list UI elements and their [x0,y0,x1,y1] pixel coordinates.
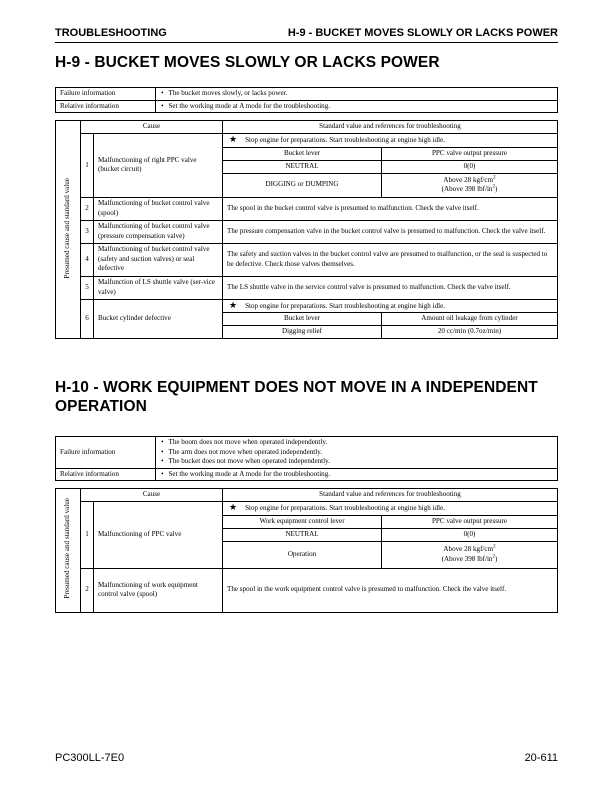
standard-text: The spool in the work equipment control valve is presumed to malfunction. Check the valve itself. [223,568,558,612]
sub-header: PPC valve output pressure [382,147,558,160]
footer-model: PC300LL-7E0 [55,752,125,764]
cause-text: Malfunctioning of bucket control valve (pressure compensation valve) [94,220,223,243]
col-header-standard: Standard value and references for troubleshooting [223,489,558,502]
table-row [56,502,558,516]
star-note: ★ Stop engine for preparations. Start troubleshooting at engine high idle. [223,134,558,148]
value: 0(0) [382,528,558,541]
condition: Digging relief [223,326,382,339]
value: Above 28 kgf/$cm^2$ (Above 398 lbf/$in^2$) [382,541,558,568]
table-row [56,100,558,113]
failure-label: Failure information [56,88,156,101]
cause-text: Malfunctioning of bucket control valve (safety and suction valves) or seal defective [94,243,223,276]
cause-text: Malfunctioning of bucket control valve (spool) [94,197,223,220]
row-number: 4 [81,243,94,276]
star-icon: ★ [229,299,238,310]
value: Above 28 kgf/$cm^2$ (Above 398 lbf/$in^2$) [382,173,558,197]
condition: NEUTRAL [223,160,382,173]
h10-info-table [55,436,558,481]
table-row [56,276,558,299]
table-row [56,220,558,243]
standard-text: The spool in the bucket control valve is presumed to malfunction. Check the valve itself. [223,197,558,220]
failure-value: • The boom does not move when operated independently. • The arm does not move when operated independently. • The bucket does not move when operated independently. [156,437,558,469]
col-header-cause: Cause [81,121,223,134]
relative-value: • Set the working mode at A mode for the troubleshooting. [156,100,558,113]
table-row [56,468,558,481]
page-header [55,26,558,43]
row-number: 5 [81,276,94,299]
table-row [56,299,558,313]
h9-cause-table [55,120,558,339]
value: 20 cc/min (0.7oz/min) [382,326,558,339]
sub-header: PPC valve output pressure [382,515,558,528]
relative-value: • Set the working mode at A mode for the troubleshooting. [156,468,558,481]
table-row [56,489,558,502]
col-header-standard: Standard value and references for troubleshooting [223,121,558,134]
row-number: 6 [81,299,94,339]
failure-value: • The bucket moves slowly, or lacks power. [156,88,558,101]
table-row [56,88,558,101]
h9-info-table [55,87,558,113]
row-number: 2 [81,197,94,220]
relative-label: Relative information [56,100,156,113]
row-number: 1 [81,502,94,569]
standard-text: The LS shuttle valve in the service control valve is presumed to malfunction. Check the valve itself. [223,276,558,299]
h10-title: H-10 - WORK EQUIPMENT DOES NOT MOVE IN A INDEPENDENT OPERATION [55,379,538,415]
table-row [56,121,558,134]
row-number: 1 [81,134,94,198]
cause-text: Malfunction of LS shuttle valve (ser-vice valve) [94,276,223,299]
table-row [56,243,558,276]
cause-text: Malfunctioning of work equipment control valve (spool) [94,568,223,612]
footer-page-number: 20-611 [524,752,558,764]
side-label: Presumed cause and standard value [56,121,81,339]
star-icon: ★ [229,502,238,512]
condition: Operation [223,541,382,568]
table-row [56,134,558,148]
header-topic: H-9 - BUCKET MOVES SLOWLY OR LACKS POWER [287,27,558,39]
standard-text: The pressure compensation valve in the bucket control valve is presumed to malfunction. Check the valve itself. [223,220,558,243]
col-header-cause: Cause [81,489,223,502]
header-section: TROUBLESHOOTING [55,27,167,39]
star-note: ★ Stop engine for preparations. Start troubleshooting at engine high idle. [223,299,558,313]
row-number: 2 [81,568,94,612]
table-row [56,437,558,469]
table-row [56,568,558,612]
value: 0(0) [382,160,558,173]
sub-header: Bucket lever [223,313,382,326]
cause-text: Malfunctioning of right PPC valve (bucket circuit) [94,134,223,198]
star-note: ★ Stop engine for preparations. Start troubleshooting at engine high idle. [223,502,558,516]
cause-text: Bucket cylinder defective [94,299,223,339]
row-number: 3 [81,220,94,243]
h9-title: H-9 - BUCKET MOVES SLOWLY OR LACKS POWER [55,54,440,71]
sub-header: Amount oil leakage from cylinder [382,313,558,326]
standard-text: The safety and suction valves in the bucket control valve are presumed to malfunction, or the seal is suspected to be defective. Check those valves themselves. [223,243,558,276]
failure-label: Failure information [56,437,156,469]
cause-text: Malfunctioning of PPC valve [94,502,223,569]
sub-header: Work equipment control lever [223,515,382,528]
sub-header: Bucket lever [223,147,382,160]
condition: DIGGING or DUMPING [223,173,382,197]
star-icon: ★ [229,134,238,144]
table-row [56,197,558,220]
condition: NEUTRAL [223,528,382,541]
h10-cause-table [55,488,558,613]
relative-label: Relative information [56,468,156,481]
side-label: Presumed cause and standard value [56,489,81,613]
